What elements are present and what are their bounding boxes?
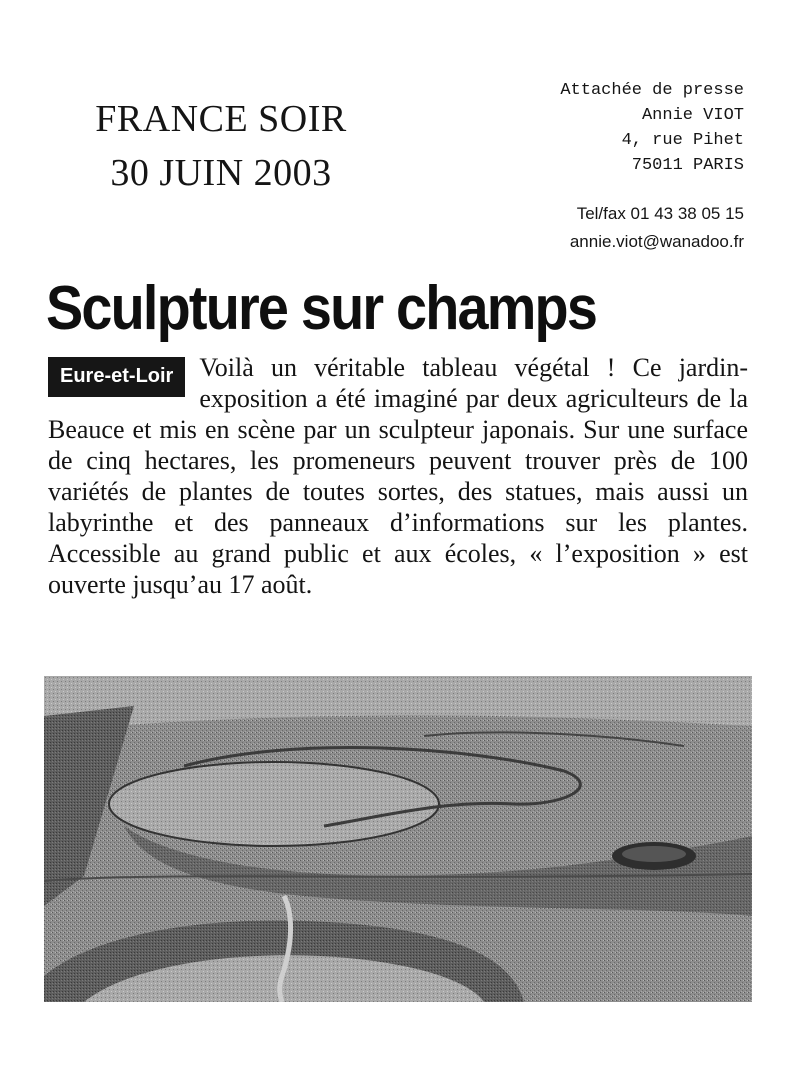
publication-date: 30 JUIN 2003 bbox=[110, 152, 332, 194]
publication-name: FRANCE SOIR bbox=[95, 98, 347, 140]
press-contact bbox=[484, 78, 744, 178]
source-block bbox=[66, 92, 376, 200]
region-kicker: Eure-et-Loir bbox=[48, 357, 185, 397]
contact-telfax: Tel/fax 01 43 38 05 15 bbox=[576, 204, 744, 223]
contact-name: Annie VIOT bbox=[641, 106, 744, 125]
aerial-field-photo bbox=[44, 676, 752, 1002]
contact-city: 75011 PARIS bbox=[631, 156, 744, 175]
contact-street: 4, rue Pihet bbox=[621, 131, 744, 150]
field-photo-drawing bbox=[44, 676, 752, 1002]
contact-role: Attachée de presse bbox=[560, 81, 744, 100]
article-text: Voilà un véritable tableau végétal ! Ce jardin-exposition a été imaginé par deux agriculteurs de la Beauce et mis en scène par un sculpteur japonais. Sur une surface de cinq hectares, les promeneurs peuvent trouver près de 100 variétés de plantes de toutes sortes, des statues, mais aussi un labyrinthe et des panneaux d’informations sur les plantes. Accessible au grand public et aux écoles, « l’exposition » est ouverte jusqu’au 17 août. bbox=[48, 353, 748, 599]
contact-email: annie.viot@wanadoo.fr bbox=[569, 232, 744, 251]
article-headline: Sculpture sur champs bbox=[46, 274, 597, 343]
contact-details bbox=[464, 200, 744, 256]
article-body bbox=[48, 352, 748, 600]
